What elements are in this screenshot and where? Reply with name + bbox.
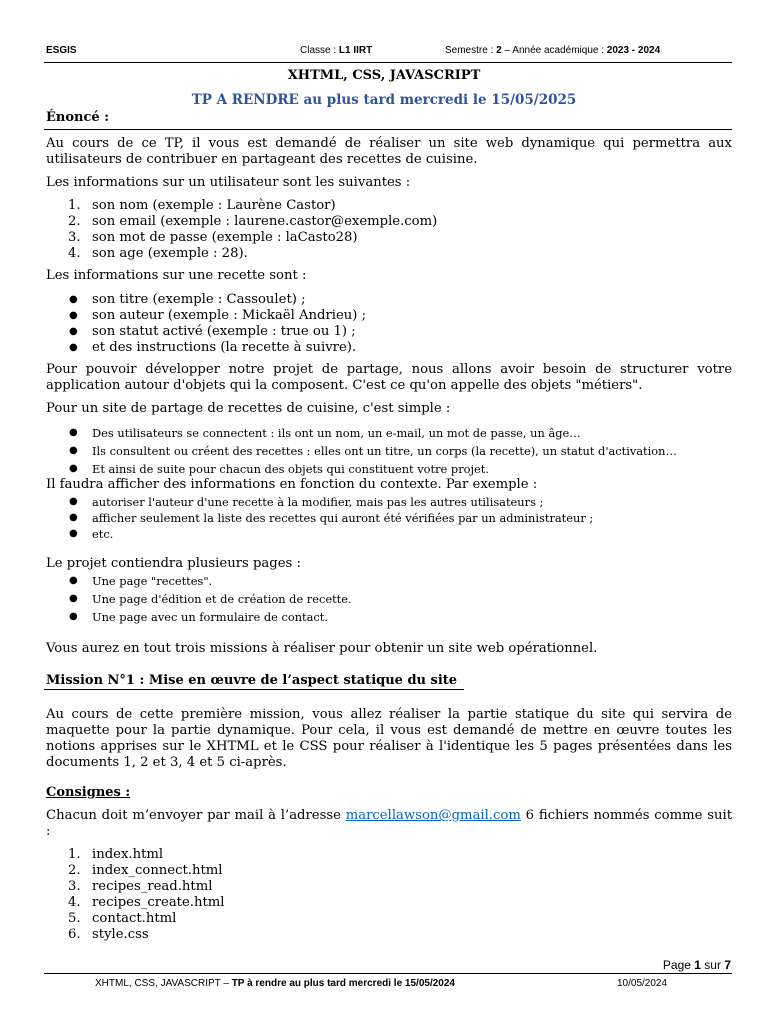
bullet-icon: ● xyxy=(69,512,78,523)
recipe-info-intro: Les informations sur une recette sont : xyxy=(46,268,307,283)
list-item: ● afficher seulement la liste des recettes qui auront été vérifiées par un administrateur ; xyxy=(69,511,594,525)
header-school: ESGIS xyxy=(46,45,77,56)
list-item: 3. son mot de passe (exemple : laCasto28) xyxy=(68,230,358,245)
context-intro: Il faudra afficher des informations en fonction du contexte. Par exemple : xyxy=(46,477,538,492)
bullet-icon: ● xyxy=(69,528,78,539)
list-item: 3. recipes_read.html xyxy=(68,879,213,894)
mission1-heading: Mission N°1 : Mise en œuvre de l’aspect statique du site xyxy=(46,673,458,688)
list-item: 2. index_connect.html xyxy=(68,863,223,878)
simple-intro: Pour un site de partage de recettes de cuisine, c'est simple : xyxy=(46,401,451,416)
section-enonce-heading: Énoncé : xyxy=(46,110,109,125)
list-item: ● son titre (exemple : Cassoulet) ; xyxy=(69,292,306,307)
objects-paragraph: Pour pouvoir développer notre projet de partage, nous allons avoir besoin de structurer votre application autour d'objets qui la composent. C'est ce qu'on appelle des objets "métiers". xyxy=(46,362,732,393)
header-semester: Semestre : 2 – Année académique : 2023 - 2024 xyxy=(445,45,661,56)
page-number: Page 1 sur 7 xyxy=(662,958,731,972)
list-item: 2. son email (exemple : laurene.castor@exemple.com) xyxy=(68,214,438,229)
list-item: ● etc. xyxy=(69,527,114,541)
consignes-heading: Consignes : xyxy=(46,785,131,800)
list-item: ● autoriser l'auteur d'une recette à la modifier, mais pas les autres utilisateurs ; xyxy=(69,495,544,509)
list-item: 5. contact.html xyxy=(68,911,177,926)
bullet-icon: ● xyxy=(69,427,78,438)
mission1-paragraph: Au cours de cette première mission, vous allez réaliser la partie statique du site qui servira de maquette pour la partie dynamique. Pour cela, il vous est demandé de mettre en œuvre toutes les notions apprises sur le XHTML et le CSS pour réaliser à l'identique les 5 pages présentées dans les documents 1, 2 et 3, 4 et 5 ci-après. xyxy=(46,707,732,770)
intro-paragraph: Au cours de ce TP, il vous est demandé de réaliser un site web dynamique qui permettra aux utilisateurs de contribuer en partageant des recettes de cuisine. xyxy=(46,136,732,167)
list-item: ● Une page avec un formulaire de contact. xyxy=(69,610,329,624)
bullet-icon: ● xyxy=(69,326,78,337)
list-item: ● son statut activé (exemple : true ou 1) ; xyxy=(69,324,356,339)
header-divider xyxy=(44,62,732,63)
enonce-divider xyxy=(44,129,732,130)
bullet-icon: ● xyxy=(69,445,78,456)
bullet-icon: ● xyxy=(69,310,78,321)
list-item: ● Une page "recettes". xyxy=(69,574,213,588)
bullet-icon: ● xyxy=(69,575,78,586)
list-item: ● Une page d'édition et de création de recette. xyxy=(69,592,352,606)
footer-title: XHTML, CSS, JAVASCRIPT – TP à rendre au plus tard mercredi le 15/05/2024 xyxy=(95,978,455,989)
bullet-icon: ● xyxy=(69,463,78,474)
list-item: 4. son age (exemple : 28). xyxy=(68,246,248,261)
missions-paragraph: Vous aurez en tout trois missions à réaliser pour obtenir un site web opérationnel. xyxy=(46,641,598,656)
user-info-intro: Les informations sur un utilisateur sont les suivantes : xyxy=(46,175,411,190)
bullet-icon: ● xyxy=(69,611,78,622)
footer-divider xyxy=(44,973,732,974)
list-item: 1. index.html xyxy=(68,847,164,862)
deadline-subtitle: TP A RENDRE au plus tard mercredi le 15/05/2025 xyxy=(191,92,577,108)
bullet-icon: ● xyxy=(69,342,78,353)
header-class: Classe : L1 IIRT xyxy=(300,45,373,56)
pages-intro: Le projet contiendra plusieurs pages : xyxy=(46,556,301,571)
page-title: XHTML, CSS, JAVASCRIPT xyxy=(287,68,481,83)
list-item: ● et des instructions (la recette à suivre). xyxy=(69,340,357,355)
footer-date: 10/05/2024 xyxy=(617,978,668,989)
list-item: 1. son nom (exemple : Laurène Castor) xyxy=(68,198,336,213)
list-item: ● son auteur (exemple : Mickaël Andrieu) ; xyxy=(69,308,367,323)
list-item: ● Ils consultent ou créent des recettes : elles ont un titre, un corps (la recette), un statut d'activation… xyxy=(69,444,677,458)
list-item: 6. style.css xyxy=(68,927,149,942)
bullet-icon: ● xyxy=(69,593,78,604)
bullet-icon: ● xyxy=(69,294,78,305)
bullet-icon: ● xyxy=(69,496,78,507)
list-item: 4. recipes_create.html xyxy=(68,895,225,910)
list-item: ● Et ainsi de suite pour chacun des objets qui constituent votre projet. xyxy=(69,462,489,476)
mission1-divider xyxy=(44,689,464,690)
email-link[interactable]: marcellawson@gmail.com xyxy=(345,808,521,823)
list-item: ● Des utilisateurs se connectent : ils ont un nom, un e-mail, un mot de passe, un âge… xyxy=(69,426,581,440)
consignes-paragraph: Chacun doit m’envoyer par mail à l’adresse marcellawson@gmail.com 6 fichiers nommés comme suit : xyxy=(46,808,732,839)
